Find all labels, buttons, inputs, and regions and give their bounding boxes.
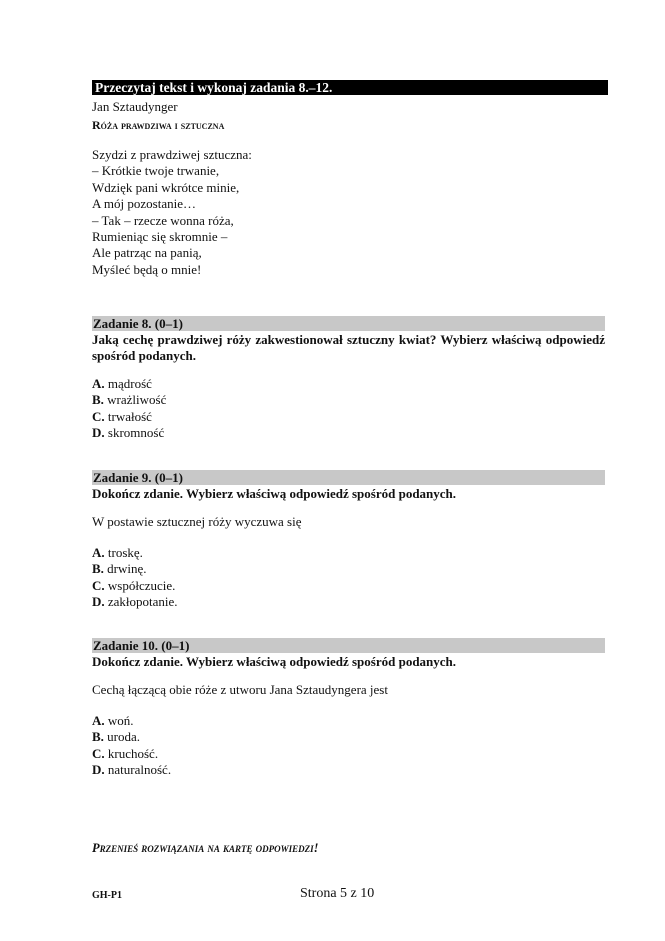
answer-text: drwinę. (107, 561, 147, 577)
poem-author: Jan Sztaudynger (92, 99, 178, 114)
poem-line: A mój pozostanie… (92, 196, 196, 212)
task-stem: W postawie sztucznej róży wyczuwa się (92, 514, 302, 530)
poem-line: – Tak – rzecze wonna róża, (92, 212, 234, 228)
task-8 (92, 316, 605, 441)
task-9 (92, 470, 605, 610)
answer-option (92, 561, 605, 577)
answer-text: naturalność. (107, 761, 172, 777)
answer-key: D. (92, 424, 105, 440)
section-header: Przeczytaj tekst i wykonaj zadania 8.–12. (92, 80, 608, 95)
answer-text: troskę. (107, 544, 143, 560)
poem-line: Szydzi z prawdziwej sztuczna: (92, 147, 252, 162)
page-number: Strona 5 z 10 (300, 886, 375, 901)
answer-option (92, 713, 605, 729)
answer-text: kruchość. (107, 745, 159, 761)
task-stem: Cechą łączącą obie róże z utworu Jana Sztaudyngera jest (92, 682, 388, 698)
answer-key: B. (92, 729, 104, 745)
answer-text: mądrość (107, 375, 152, 391)
answer-key: B. (92, 392, 104, 408)
poem-line: Ale patrząc na panią, (92, 245, 202, 261)
answer-option (92, 545, 605, 561)
answer-key: C. (92, 745, 105, 761)
answer-option (92, 578, 605, 594)
answer-key: C. (92, 408, 105, 424)
exam-code: GH-P1 (92, 890, 122, 901)
answer-key: C. (92, 577, 105, 593)
answer-text: wrażliwość (107, 392, 167, 408)
answer-option (92, 409, 605, 425)
task-title: Zadanie 8. (0–1) (92, 316, 605, 331)
poem-line: Myśleć będą o mnie! (92, 261, 202, 277)
answer-text: woń. (107, 712, 134, 728)
answer-text: skromność (107, 424, 165, 440)
answer-option (92, 762, 605, 778)
poem-line: Wdzięk pani wkrótce minie, (92, 179, 240, 195)
answer-key: A. (92, 375, 105, 391)
task-title: Zadanie 9. (0–1) (92, 470, 605, 485)
answer-key: D. (92, 761, 105, 777)
answer-text: trwałość (107, 408, 152, 424)
answer-key: B. (92, 561, 104, 577)
task-question: Jaką cechę prawdziwej róży zakwestionował sztuczny kwiat? Wybierz właściwą odpowiedź spośród podanych. (92, 332, 605, 364)
answer-option (92, 376, 605, 392)
answer-key: A. (92, 712, 105, 728)
answer-option (92, 729, 605, 745)
poem-line: Rumieniąc się skromnie – (92, 228, 228, 244)
task-title: Zadanie 10. (0–1) (92, 638, 605, 653)
answer-key: D. (92, 593, 105, 609)
answer-option (92, 392, 605, 408)
answer-key: A. (92, 544, 105, 560)
answer-option (92, 594, 605, 610)
task-10 (92, 638, 605, 778)
task-question: Dokończ zdanie. Wybierz właściwą odpowiedź spośród podanych. (92, 486, 457, 501)
task-question: Dokończ zdanie. Wybierz właściwą odpowiedź spośród podanych. (92, 654, 457, 669)
poem-title: Róża prawdziwa i sztuczna (92, 118, 225, 132)
answer-option (92, 425, 605, 441)
answer-text: uroda. (107, 729, 141, 745)
answer-text: zakłopotanie. (107, 593, 178, 609)
footer-note: Przenieś rozwiązania na kartę odpowiedzi! (92, 841, 319, 855)
answer-option (92, 746, 605, 762)
poem (92, 147, 605, 278)
poem-line: – Krótkie twoje trwanie, (92, 163, 220, 179)
answer-text: współczucie. (107, 577, 176, 593)
